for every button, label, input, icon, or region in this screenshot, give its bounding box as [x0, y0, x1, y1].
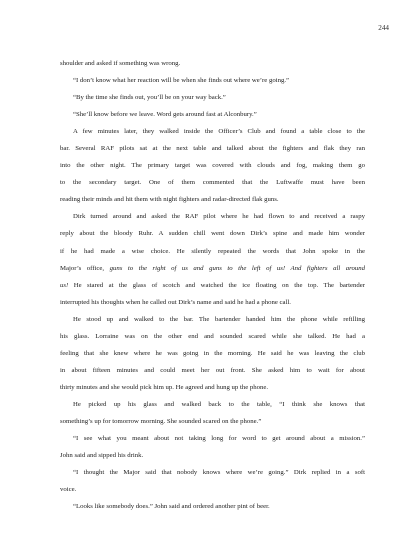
text-line: reading their minds and hit them with night fighters and radar-directed flak guns.: [60, 196, 279, 204]
text-line: “I thought the Major said that nobody knows where we’re going.” Dirk replied in a soft: [73, 469, 365, 477]
text-run: Major’s office,: [60, 264, 110, 272]
page-number: 244: [378, 24, 389, 32]
paragraph-lines: [60, 55, 365, 515]
italic-text: us!: [60, 281, 69, 289]
text-line: [60, 277, 365, 294]
text-line: in about fifteen minutes and could meet her out front. She asked him to wait for about: [60, 366, 365, 374]
text-line: John said and sipped his drink.: [60, 452, 144, 460]
text-line: “I see what you meant about not taking long for word to get around about a mission.”: [73, 435, 365, 443]
text-line: “By the time she finds out, you’ll be on your way back.”: [73, 94, 226, 102]
text-line: if he had made a wise choice. He silently repeated the words that John spoke in the: [60, 247, 365, 255]
text-line: bar. Several RAF pilots sat at the next table and talked about the fighters and flak they ran: [60, 145, 365, 153]
text-line: He stood up and walked to the bar. The bartender handed him the phone while refilling: [73, 315, 365, 323]
text-line: feeling that she knew where he was going in the morning. He said he was leaving the club: [60, 349, 365, 357]
text-line: to the secondary target. One of them commented that the Luftwaffe must have been: [60, 179, 365, 187]
body-text: [60, 55, 365, 515]
text-line: “I don’t know what her reaction will be when she finds out where we’re going.”: [73, 77, 289, 85]
text-line: “Looks like somebody does.” John said and ordered another pint of beer.: [73, 503, 270, 511]
text-line: “She’ll know before we leave. Word gets around fast at Alconbury.”: [73, 111, 257, 119]
text-line: A few minutes later, they walked inside the Officer’s Club and found a table close to the: [73, 128, 365, 136]
text-line: something’s up for tomorrow morning. She sounded scared on the phone.”: [60, 417, 262, 425]
text-line: reply about the bloody Ruhr. A sudden chill went down Dirk’s spine and made him wonder: [60, 230, 365, 238]
text-line: voice.: [60, 486, 77, 494]
text-run: He stared at the glass of scotch and watched the ice floating on the top. The bartender: [68, 281, 365, 289]
italic-text: guns to the right of us and guns to the left of us! And fighters all around: [109, 264, 365, 272]
text-line: thirty minutes and she would pick him up. He agreed and hung up the phone.: [60, 383, 269, 391]
text-line: interrupted his thoughts when he called out Dirk’s name and said he had a phone call.: [60, 298, 291, 306]
text-line: his glass. Lorraine was on the other end and sounded scared while she talked. He had a: [60, 332, 365, 340]
text-line: Dirk turned around and asked the RAF pilot where he had flown to and received a raspy: [73, 213, 365, 221]
text-line: into the other night. The primary target was covered with clouds and fog, making them go: [60, 162, 365, 170]
text-line: shoulder and asked if something was wrong.: [60, 60, 181, 67]
text-line: [60, 260, 365, 277]
text-line: He picked up his glass and walked back to the table, “I think she knows that: [73, 400, 365, 408]
